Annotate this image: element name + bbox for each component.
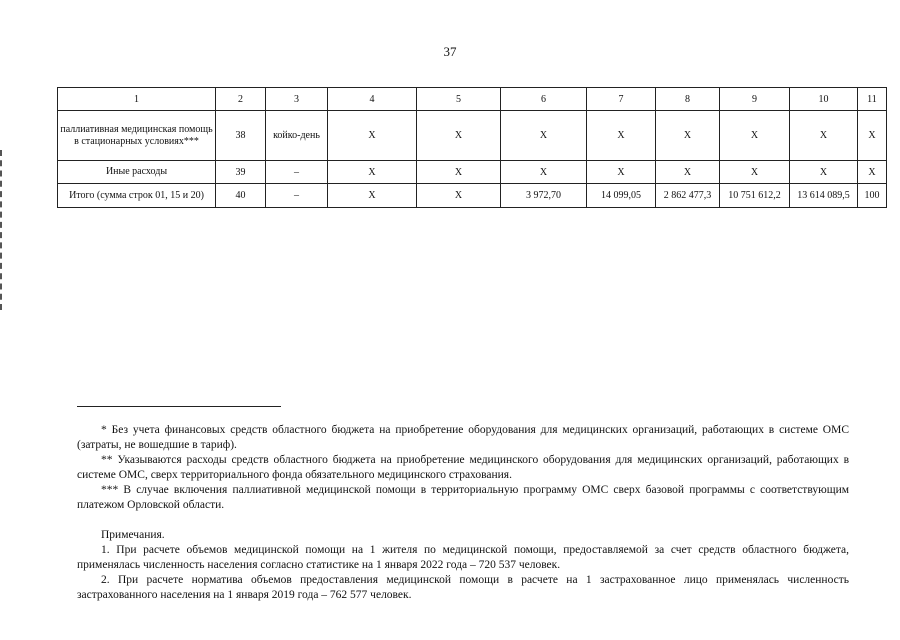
page-number: 37	[443, 44, 457, 59]
header-cell: 8	[656, 88, 720, 111]
table-cell: X	[417, 161, 501, 184]
footnote-separator	[77, 406, 281, 407]
notes-section	[77, 423, 849, 603]
header-cell: 3	[266, 88, 328, 111]
table-cell: X	[501, 111, 587, 161]
table-header-row	[58, 88, 887, 111]
table-cell: 100	[858, 184, 887, 208]
table-cell: X	[328, 111, 417, 161]
data-table	[57, 87, 887, 208]
table-row	[58, 111, 887, 161]
row-name-cell: Иные расходы	[58, 161, 216, 184]
notes-heading: Примечания.	[101, 529, 165, 541]
table-cell: X	[328, 184, 417, 208]
table-cell: X	[417, 111, 501, 161]
scan-edge-mark	[0, 150, 6, 310]
table-cell: X	[656, 161, 720, 184]
header-cell: 5	[417, 88, 501, 111]
row-name-cell: Итого (сумма строк 01, 15 и 20)	[58, 184, 216, 208]
table-cell: 3 972,70	[501, 184, 587, 208]
table-cell: X	[790, 111, 858, 161]
header-cell: 2	[216, 88, 266, 111]
note-item: 2. При расчете норматива объемов предоставления медицинской помощи в расчете на 1 застрахованное лицо применялась численность застрахованного населения на 1 января 2019 года – 762 577 человек.	[77, 574, 849, 601]
table-cell: X	[720, 161, 790, 184]
footnote: * Без учета финансовых средств областного бюджета на приобретение оборудования для медицинских организаций, работающих в системе ОМС (затраты, не вошедшие в тариф).	[77, 424, 849, 451]
table-cell: 10 751 612,2	[720, 184, 790, 208]
table-cell: X	[720, 111, 790, 161]
header-cell: 10	[790, 88, 858, 111]
row-name-cell: паллиативная медицинская помощь в стационарных условиях***	[58, 111, 216, 161]
table-cell: 13 614 089,5	[790, 184, 858, 208]
header-cell: 1	[58, 88, 216, 111]
header-cell: 9	[720, 88, 790, 111]
table-cell: X	[501, 161, 587, 184]
table-cell: 14 099,05	[587, 184, 656, 208]
table-cell: X	[587, 111, 656, 161]
table-cell: –	[266, 184, 328, 208]
table-cell: 2 862 477,3	[656, 184, 720, 208]
table-cell: 40	[216, 184, 266, 208]
table-cell: X	[587, 161, 656, 184]
footnote: *** В случае включения паллиативной медицинской помощи в территориальную программу ОМС сверх базовой программы с соответствующим платежом Орловской области.	[77, 484, 849, 511]
table-row	[58, 161, 887, 184]
table-cell: X	[858, 161, 887, 184]
table-cell: 39	[216, 161, 266, 184]
footnote: ** Указываются расходы средств областного бюджета на приобретение медицинского оборудования для медицинских организаций, работающих в системе ОМС, сверх территориального фонда обязательного медицинского страхования.	[77, 454, 849, 481]
table-cell: X	[328, 161, 417, 184]
table-cell: 38	[216, 111, 266, 161]
header-cell: 6	[501, 88, 587, 111]
note-item: 1. При расчете объемов медицинской помощи на 1 жителя по медицинской помощи, предоставляемой за счет средств областного бюджета, применялась численность населения согласно статистике на 1 января 2022 года – 720 537 человек.	[77, 544, 849, 571]
table-cell: X	[790, 161, 858, 184]
header-cell: 11	[858, 88, 887, 111]
table-row	[58, 184, 887, 208]
table-cell: X	[656, 111, 720, 161]
table-cell: койко-день	[266, 111, 328, 161]
header-cell: 7	[587, 88, 656, 111]
table-cell: X	[858, 111, 887, 161]
table-cell: X	[417, 184, 501, 208]
table-cell: –	[266, 161, 328, 184]
header-cell: 4	[328, 88, 417, 111]
